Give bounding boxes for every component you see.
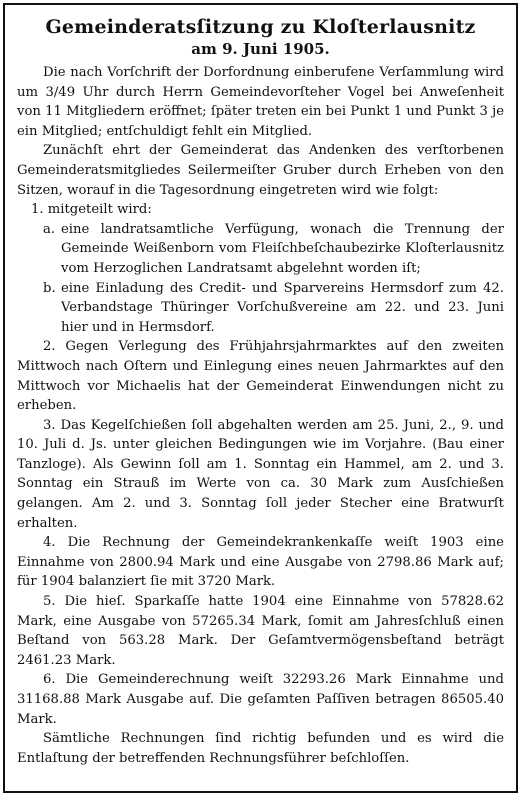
- article-date: am 9. Juni 1905.: [191, 40, 330, 58]
- memorial-paragraph: Zunächſt ehrt der Gemeinderat das Andenken des verſtorbenen Gemeinderatsmitgliedes Seilermeiſter Gruber durch Erheben von den Sitzen, worauf in die Tagesordnung eingetreten wird wie folgt:: [17, 143, 504, 198]
- article-body: [17, 63, 504, 768]
- item-1a-text: eine landratsamtliche Verfügung, wonach die Trennung der Gemeinde Weißenborn vom Fleiſchbeſchaubezirke Kloſterlausnitz vom Herzoglichen Landratsamt abgelehnt worden iſt;: [61, 221, 504, 276]
- closing-paragraph: Sämtliche Rechnungen ſind richtig befunden und es wird die Entlaſtung der betreffenden Rechnungsführer beſchloſſen.: [17, 731, 504, 766]
- item-1b-letter: b.: [43, 280, 56, 296]
- item-1a: [43, 220, 504, 279]
- item-1b: [43, 279, 504, 338]
- item-1a-letter: a.: [43, 221, 56, 237]
- item-2-paragraph: 2. Gegen Verlegung des Frühjahrsjahrmarktes auf den zweiten Mittwoch nach Oſtern und Einlegung eines neuen Jahrmarktes auf den Mittwoch vor Michaelis hat der Gemeinderat Einwendungen nicht zu erheben.: [17, 339, 504, 414]
- item-4-paragraph: 4. Die Rechnung der Gemeindekrankenkaſſe weiſt 1903 eine Einnahme von 2800.94 Mark und eine Ausgabe von 2798.86 Mark auf; für 1904 balanziert ſie mit 3720 Mark.: [17, 535, 504, 590]
- item-1-heading: 1. mitgeteilt wird:: [31, 202, 152, 218]
- item-5-paragraph: 5. Die hieſ. Sparkaſſe hatte 1904 eine Einnahme von 57828.62 Mark, eine Ausgabe von 57265.34 Mark, ſomit am Jahresſchluß einen Beſtand von 563.28 Mark. Der Geſamtvermögensbeſtand beträgt 2461.23 Mark.: [17, 594, 504, 668]
- article-title: Gemeinderatsſitzung zu Kloſterlausnitz: [45, 16, 476, 38]
- item-3-paragraph: 3. Das Kegelſchießen ſoll abgehalten werden am 25. Juni, 2., 9. und 10. Juli d. Js. unter gleichen Bedingungen wie im Vorjahre. (Bau einer Tanzloge). Als Gewinn ſoll am 1. Sonntag ein Hammel, am 2. und 3. Sonntag ein Strauß im Werte von ca. 30 Mark zum Ausſchießen gelangen. Am 2. und 3. Sonntag ſoll jeder Stecher eine Bratwurſt erhalten.: [17, 417, 504, 531]
- article-frame: [3, 3, 518, 793]
- item-1b-text: eine Einladung des Credit- und Sparvereins Hermsdorf zum 42. Verbandstage Thüringer Vorſchußvereine am 22. und 23. Juni hier und in Hermsdorf.: [61, 280, 504, 335]
- item-6-paragraph: 6. Die Gemeinderechnung weiſt 32293.26 Mark Einnahme und 31168.88 Mark Ausgabe auf. Die geſamten Paſſiven betragen 86505.40 Mark.: [17, 672, 504, 727]
- intro-paragraph: Die nach Vorſchrift der Dorfordnung einberufene Verſammlung wird um 3/49 Uhr durch Herrn Gemeindevorſteher Vogel bei Anweſenheit von 11 Mitgliedern eröffnet; ſpäter treten ein bei Punkt 1 und Punkt 3 je ein Mitglied; entſchuldigt fehlt ein Mitglied.: [17, 65, 504, 139]
